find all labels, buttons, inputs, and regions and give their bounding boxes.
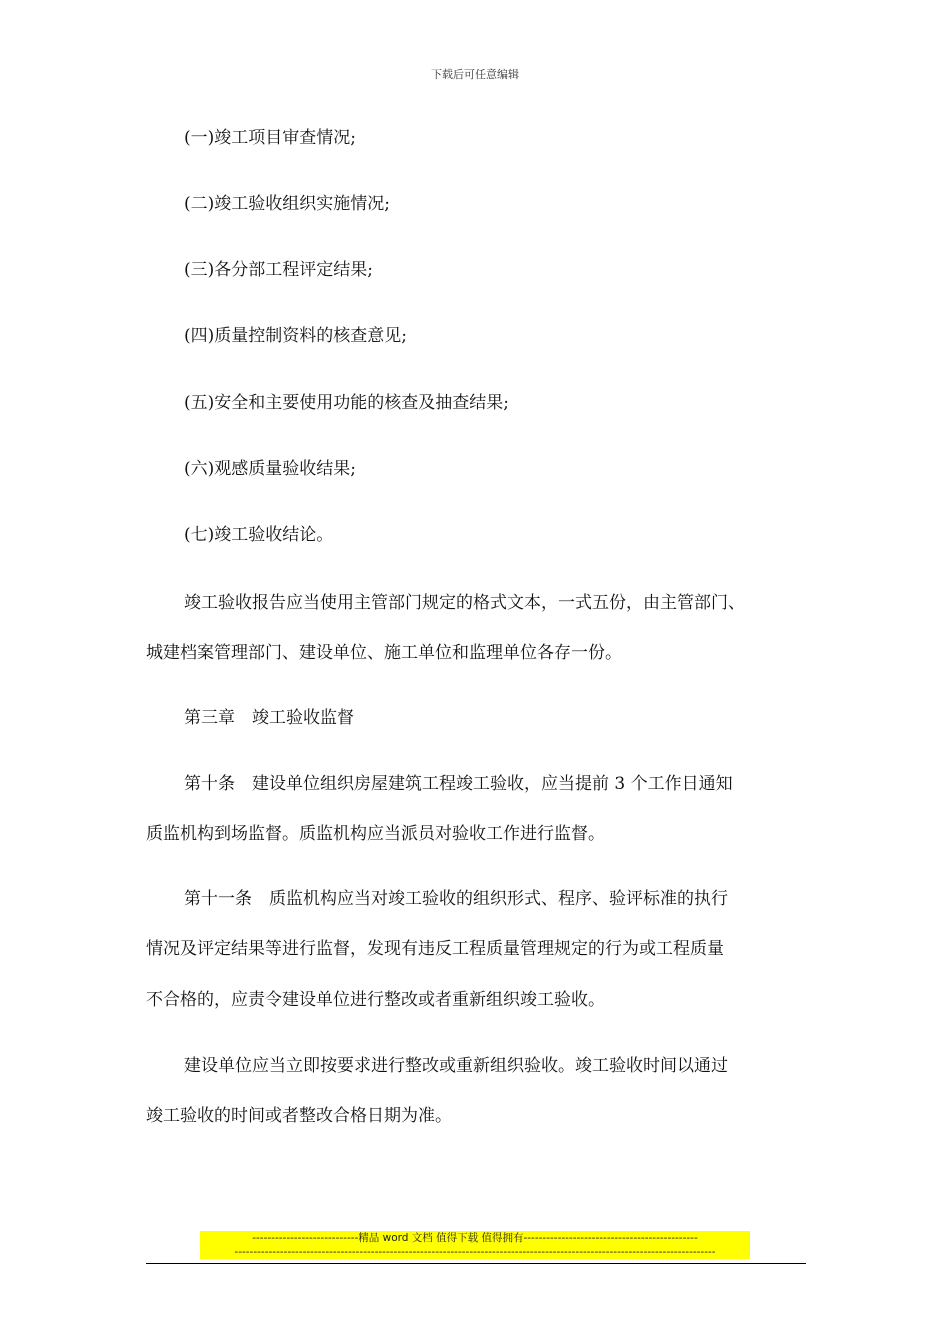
- page-header: 下载后可任意编辑: [431, 68, 519, 81]
- article-10-line-2: 质监机构到场监督。质监机构应当派员对验收工作进行监督。: [146, 824, 605, 844]
- report-paragraph-line-1: 竣工验收报告应当使用主管部门规定的格式文本，一式五份，由主管部门、: [184, 593, 745, 613]
- list-item-1: (一)竣工项目审查情况;: [184, 128, 356, 148]
- rectify-paragraph-line-1: 建设单位应当立即按要求进行整改或重新组织验收。竣工验收时间以通过: [184, 1056, 728, 1076]
- list-item-5: (五)安全和主要使用功能的核查及抽查结果;: [184, 393, 509, 413]
- list-item-7: (七)竣工验收结论。: [184, 525, 334, 545]
- article-11-line-2: 情况及评定结果等进行监督，发现有违反工程质量管理规定的行为或工程质量: [146, 939, 724, 959]
- list-item-4: (四)质量控制资料的核查意见;: [184, 326, 407, 346]
- list-item-6: (六)观感质量验收结果;: [184, 459, 356, 479]
- article-10-line-1: 第十条 建设单位组织房屋建筑工程竣工验收，应当提前 3 个工作日通知: [184, 774, 733, 794]
- article-11-line-3: 不合格的，应责令建设单位进行整改或者重新组织竣工验收。: [146, 990, 605, 1010]
- footer-rule: [146, 1263, 806, 1264]
- article-11-line-1: 第十一条 质监机构应当对竣工验收的组织形式、程序、验评标准的执行: [184, 889, 728, 909]
- list-item-3: (三)各分部工程评定结果;: [184, 260, 373, 280]
- rectify-paragraph-line-2: 竣工验收的时间或者整改合格日期为准。: [146, 1106, 452, 1126]
- list-item-2: (二)竣工验收组织实施情况;: [184, 194, 390, 214]
- footer-banner-line-1: ----------------------------精品 word 文档 值得下载 值得拥有----------------------------------------------: [252, 1232, 698, 1244]
- report-paragraph-line-2: 城建档案管理部门、建设单位、施工单位和监理单位各存一份。: [146, 643, 622, 663]
- chapter-title: 第三章 竣工验收监督: [184, 708, 354, 728]
- footer-banner-line-2: -------------------------------------------------------------------------------------------------------------------------------: [234, 1246, 716, 1258]
- footer-banner: [200, 1231, 750, 1259]
